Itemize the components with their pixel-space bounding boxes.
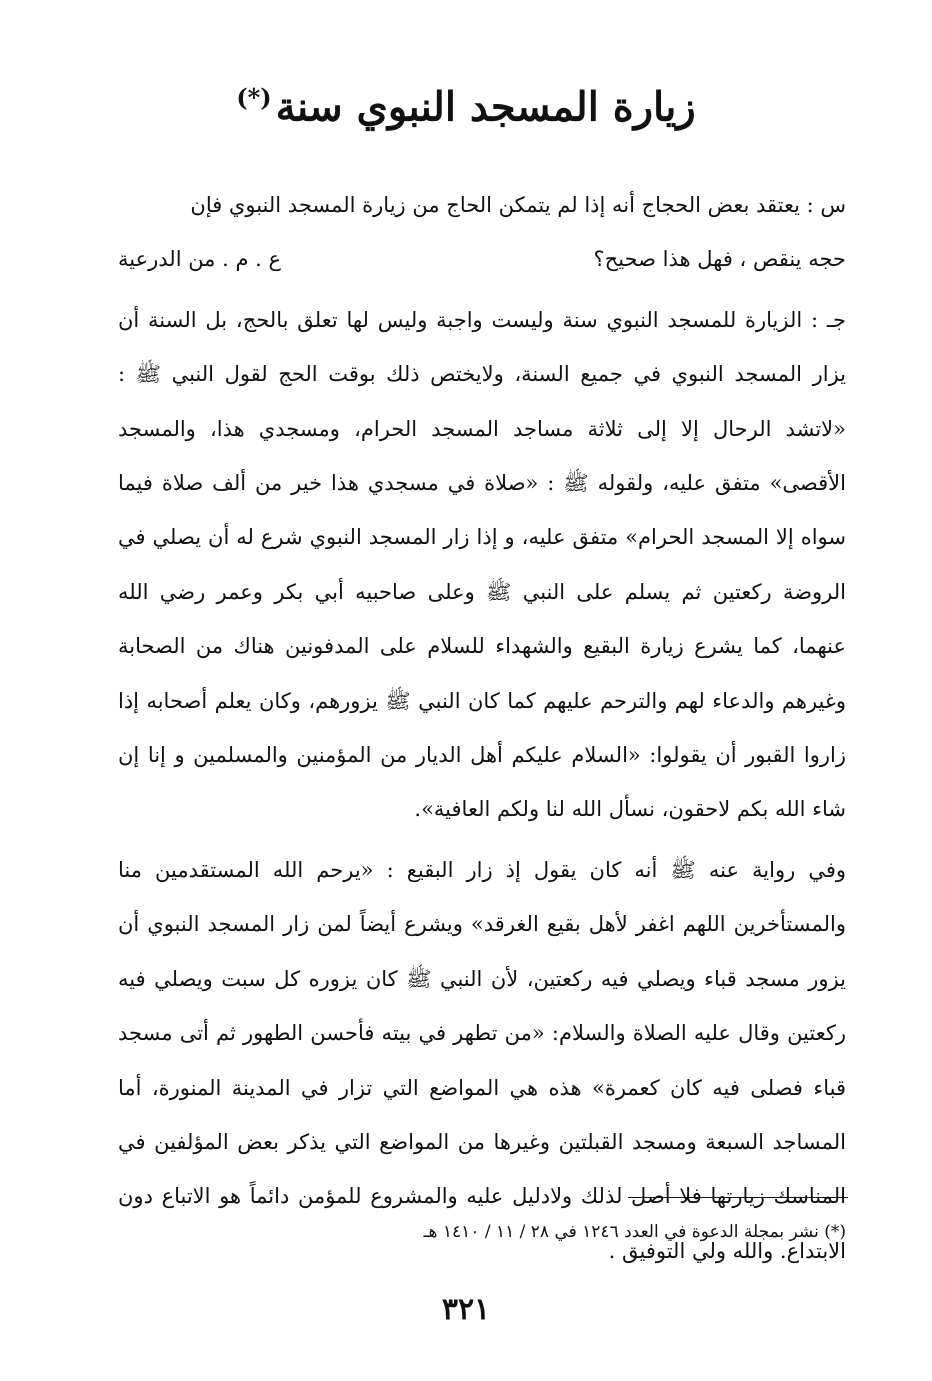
answer-paragraph-1: جـ : الزيارة للمسجد النبوي سنة وليست واجبة وليس لها تعلق بالحج، بل السنة أن يزار المسجد النبوي في جميع السنة، ولايختص ذلك بوقت الحج لقول النبي ﷺ : «لاتشد الرحال إلا إلى ثلاثة مساجد المسجد الحرام، ومسجدي هذا، والمسجد الأقصى» متفق عليه، ولقوله ﷺ : «صلاة في مسجدي هذا خير من ألف صلاة فيما سواه إلا المسجد الحرام» متفق عليه، و إذا زار المسجد النبوي شرع له أن يصلي في الروضة ركعتين ثم يسلم على النبي ﷺ وعلى صاحبيه أبي بكر وعمر رضي الله عنهما، كما يشرع زيارة البقيع والشهداء للسلام على المدفونين هناك من الصحابة وغيرهم والدعاء لهم والترحم عليهم كما كان النبي ﷺ يزورهم، وكان يعلم أصحابه إذا زاروا القبور أن يقولوا: «السلام عليكم أهل الديار من المؤمنين والمسلمين و إنا إن شاء الله بكم لاحقون، نسأل الله لنا ولكم العافية».: [118, 307, 846, 822]
title-footnote-mark: (*): [236, 83, 272, 112]
title-text: زيارة المسجد النبوي سنة: [275, 83, 696, 131]
question-line-2: [118, 232, 846, 286]
question-line-1: س : يعتقد بعض الحجاج أنه إذا لم يتمكن الحاج من زيارة المسجد النبوي فإن: [190, 193, 846, 217]
answer-paragraph-2: وفي رواية عنه ﷺ أنه كان يقول إذ زار البقيع : «يرحم الله المستقدمين منا والمستأخرين اللهم اغفر لأهل بقيع الغرقد» ويشرع أيضاً لمن زار المسجد النبوي أن يزور مسجد قباء ويصلي فيه ركعتين، لأن النبي ﷺ كان يزوره كل سبت ويصلي فيه ركعتين وقال عليه الصلاة والسلام: «من تطهر في بيته فأحسن الطهور ثم أتى مسجد قباء فصلى فيه كان كعمرة» هذه هي المواضع التي تزار في المدينة المنورة، أما المساجد السبعة ومسجد القبلتين وغيرها من المواضع التي يذكر بعض المؤلفين في المناسك زيارتها فلا أصل لذلك ولادليل عليه والمشروع للمؤمن دائماً هو الاتباع دون الابتداع. والله ولي التوفيق .: [118, 857, 846, 1263]
page-number: ٣٢١: [441, 1292, 491, 1327]
article-body: [118, 178, 846, 1278]
question-text-end: حجه ينقص ، فهل هذا صحيح؟: [593, 247, 846, 272]
page-title: [0, 66, 932, 139]
footnote-divider: [628, 1197, 848, 1198]
footnote: (*) نشر بمجلة الدعوة في العدد ١٢٤٦ في ٢٨ / ١١ / ١٤١٠ هـ: [423, 1222, 846, 1242]
question-asker: ع . م . من الدرعية: [118, 247, 282, 272]
